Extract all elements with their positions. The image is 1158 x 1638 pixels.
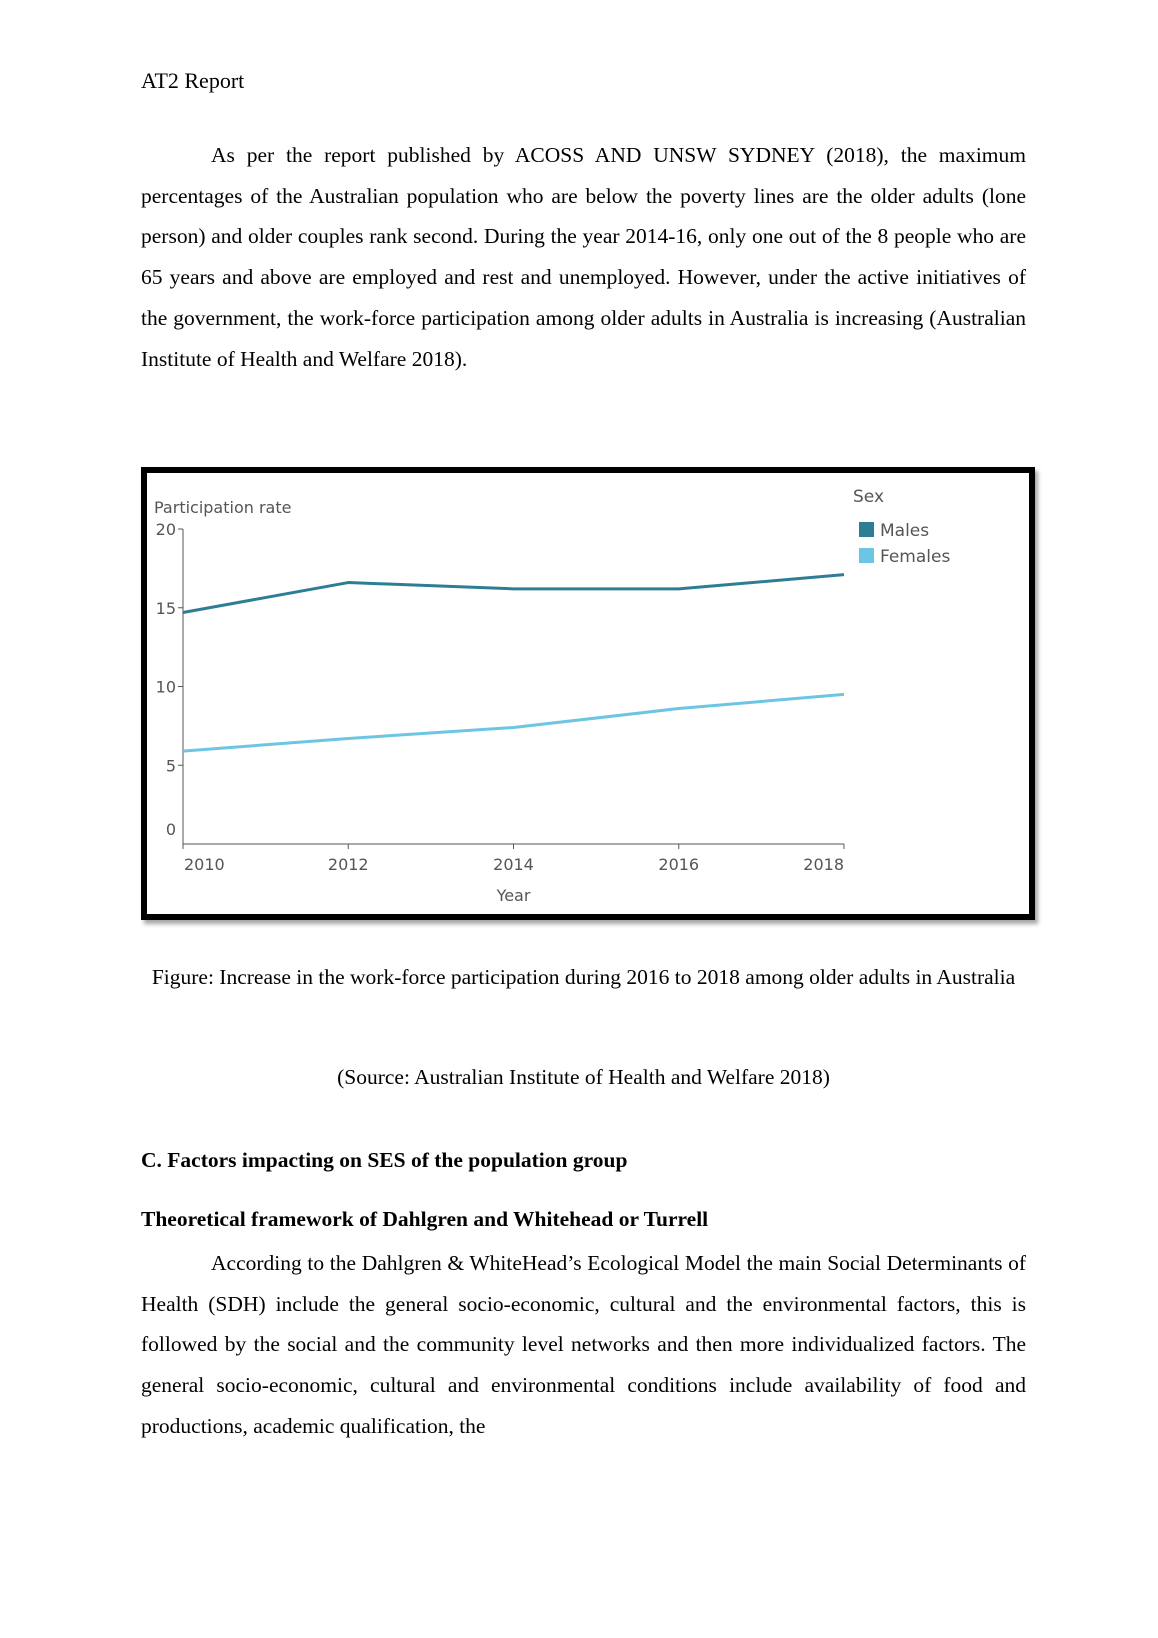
y-tick-label: 0 [165, 820, 176, 839]
x-tick-label: 2016 [658, 855, 700, 874]
figure-caption: Figure: Increase in the work-force participation during 2016 to 2018 among older adults in Australia [151, 965, 1016, 989]
page-header: AT2 Report [141, 68, 245, 93]
y-axis-label: Participation rate [154, 498, 292, 517]
x-tick-label: 2012 [327, 855, 369, 874]
legend-swatch-males [859, 522, 874, 537]
intro-paragraph-text: As per the report published by ACOSS AND UNSW SYDNEY (2018), the maximum percentages of the Australian population who are below the poverty lines are the older adults (lone person) and older couples rank second. During the year 2014-16, only one out of the 8 people who are 65 years and above are employed and rest and unemployed. However, under the active initiatives of the government, the work-force participation among older adults in Australia is increasing (Australian Institute of Health and Welfare 2018). [141, 143, 1026, 371]
section-heading: C. Factors impacting on SES of the population group [141, 1148, 628, 1172]
x-axis-label: Year [496, 886, 531, 905]
subsection-heading: Theoretical framework of Dahlgren and Whitehead or Turrell [141, 1207, 709, 1231]
intro-paragraph [141, 135, 1026, 379]
y-tick-label: 15 [155, 598, 176, 618]
series-line-females [183, 694, 844, 751]
series-line-males [183, 575, 844, 613]
framework-paragraph-text: According to the Dahlgren & WhiteHead’s Ecological Model the main Social Determinants of Health (SDH) include the general socio-economic, cultural and the environmental factors, this is followed by the social and the community level networks and then more individualized factors. The general socio-economic, cultural and environmental conditions include availability of food and productions, academic qualification, the [141, 1251, 1026, 1438]
y-tick-label: 20 [155, 520, 176, 539]
participation-chart [141, 467, 1035, 920]
x-tick-label: 2010 [184, 855, 225, 874]
chart-canvas [147, 473, 1029, 914]
legend-title: Sex [853, 487, 885, 507]
x-tick-label: 2014 [493, 855, 534, 874]
legend-swatch-females [859, 548, 874, 563]
legend-label-females: Females [880, 547, 951, 567]
y-tick-label: 5 [165, 756, 176, 776]
figure-source: (Source: Australian Institute of Health and Welfare 2018) [337, 1065, 830, 1089]
framework-paragraph [141, 1243, 1026, 1447]
legend-label-males: Males [880, 521, 930, 541]
y-tick-label: 10 [155, 677, 176, 697]
x-tick-label: 2018 [803, 855, 844, 874]
